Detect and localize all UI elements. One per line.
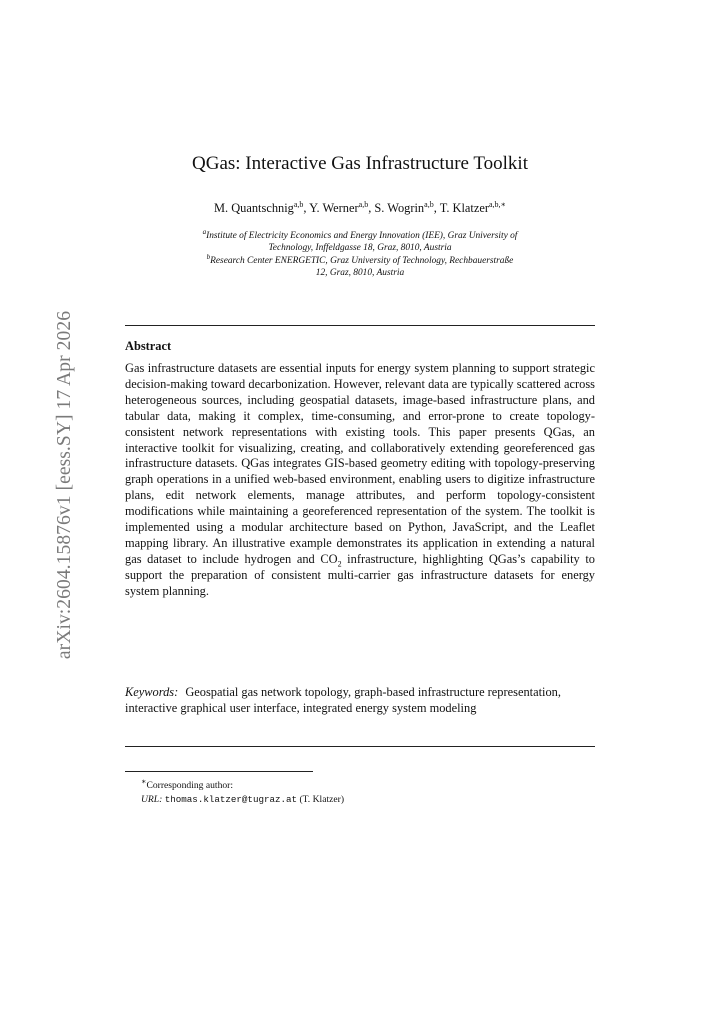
abstract-heading: Abstract <box>125 339 172 353</box>
author-affil-mark: a,b <box>358 200 369 209</box>
keywords-label: Keywords: <box>125 685 179 699</box>
author-initials: (T. Klatzer) <box>299 793 345 805</box>
author-name: S. Wogrin <box>374 201 425 216</box>
author-list: M. Quantschnig$^{a,b}$, Y. Werner$^{a,b}$, S. Wogrin$^{a,b}$, T. Klatzer$^{a,b,∗}$ <box>214 200 506 216</box>
footnote-line-2 <box>141 793 344 806</box>
arxiv-sidebar <box>20 290 75 680</box>
author-affil-mark: a,b <box>424 200 434 209</box>
keywords-text: Geospatial gas network topology, graph-based infrastructure representation, interactive graphical user interface, integrated energy system modeling <box>125 685 561 715</box>
abstract-text-continued: infrastructure, highlighting QGas’s capability to support the preparation of consistent multi-carrier gas infrastructure datasets for energy system planning. <box>125 551 595 598</box>
abstract-bottom-rule <box>125 746 595 747</box>
affiliation-b <box>125 251 595 280</box>
author-affil-mark: a,b,∗ <box>489 200 506 209</box>
abstract-text: Gas infrastructure datasets are essential inputs for energy system planning to support strategic decision-making toward decarbonization. However, relevant data are typically scattered across heterogeneous sources, including geospatial datasets, image-based infrastructure plans, and tabular data, making it complex, time-consuming, and error-prone to create topology-consistent network representations with existing tools. This paper presents QGas, an interactive toolkit for visualizing, creating, and collaboratively extending georeferenced gas infrastructure datasets. QGas integrates GIS-based geometry editing with topology-preserving graph operations in a unified web-based environment, enabling users to digitize infrastructure plans, edit network elements, manage attributes, and perform topology-consistent modifications while maintaining a georeferenced representation of the system. The toolkit is implemented using a modular architecture based on Python, JavaScript, and the Leaflet mapping library. An illustrative example demonstrates its application in extending a natural gas dataset to include hydrogen and CO <box>125 361 595 566</box>
abstract-body <box>125 361 595 600</box>
footnote <box>141 775 344 806</box>
author-name: T. Klatzer <box>439 201 489 216</box>
author-affil-mark: a,b <box>293 200 304 209</box>
affiliation-line: Technology, Inffeldgasse 18, Graz, 8010, Austria <box>268 243 452 254</box>
paper-title: QGas: Interactive Gas Infrastructure Toolkit <box>192 153 528 174</box>
author-name: M. Quantschnig <box>214 201 294 216</box>
author-email-link[interactable]: thomas.klatzer@tugraz.at <box>164 793 298 805</box>
affiliation-line: Research Center ENERGETIC, Graz University of Technology, Rechbauerstraße <box>210 256 514 267</box>
keywords <box>125 685 595 717</box>
affiliation-mark: a <box>202 228 207 236</box>
url-label: URL: <box>141 793 163 805</box>
footnote-line-1 <box>141 775 344 793</box>
corresponding-author-label: Corresponding author: <box>146 780 234 792</box>
affiliation-mark: b <box>206 253 211 261</box>
arxiv-identifier: arXiv:2604.15876v1 [eess.SY] 17 Apr 2026 <box>54 310 75 660</box>
abstract-top-rule <box>125 325 595 326</box>
footnote-mark: ∗ <box>141 777 147 786</box>
affiliation-line: 12, Graz, 8010, Austria <box>315 268 405 279</box>
co2-subscript: 2 <box>337 559 342 569</box>
footnote-rule <box>125 771 313 772</box>
author-name: Y. Werner <box>309 201 359 216</box>
affiliation-line: Institute of Electricity Economics and Energy Innovation (IEE), Graz University of <box>206 231 518 242</box>
